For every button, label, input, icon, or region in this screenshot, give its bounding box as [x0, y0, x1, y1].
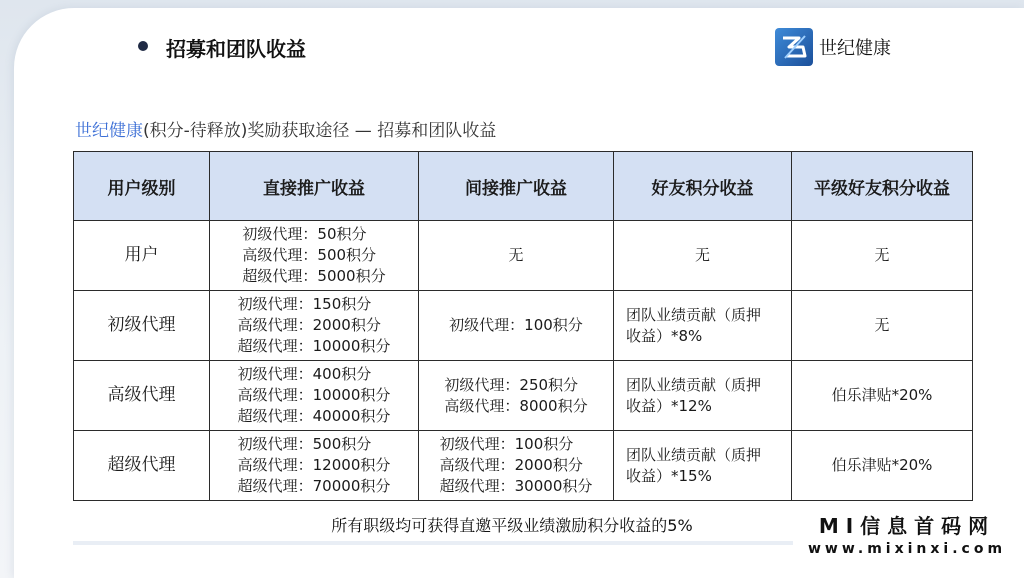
header-indirect: 间接推广收益	[419, 152, 614, 221]
cell-line: 高级代理：2000积分	[237, 316, 381, 334]
cell-level: 高级代理	[74, 361, 210, 431]
cell-indirect: 无	[419, 221, 614, 291]
cell-line: 高级代理：2000积分	[439, 456, 583, 474]
brand-logo	[775, 28, 891, 66]
cell-peer: 无	[792, 291, 973, 361]
cell-line: 收益）*12%	[626, 396, 712, 415]
section-subtitle	[75, 116, 496, 141]
cell-line: 高级代理：10000积分	[237, 386, 391, 404]
table-row	[74, 221, 973, 291]
logo-icon	[775, 28, 813, 66]
footer-divider	[73, 541, 793, 545]
cell-level: 初级代理	[74, 291, 210, 361]
header-friend: 好友积分收益	[614, 152, 792, 221]
cell-line: 超级代理：5000积分	[242, 267, 386, 285]
footer-note: 所有职级均可获得直邀平级业绩激励积分收益的5%	[331, 516, 693, 535]
cell-level: 用户	[74, 221, 210, 291]
cell-indirect: 初级代理：100积分	[419, 291, 614, 361]
cell-direct	[210, 221, 419, 291]
cell-direct	[210, 361, 419, 431]
rewards-table	[73, 151, 973, 501]
cell-indirect	[419, 431, 614, 501]
cell-friend	[614, 431, 792, 501]
watermark	[793, 510, 1021, 557]
cell-line: 高级代理：12000积分	[237, 456, 391, 474]
cell-line: 收益）*8%	[626, 326, 703, 345]
cell-line: 收益）*15%	[626, 466, 712, 485]
cell-direct	[210, 291, 419, 361]
cell-friend: 无	[614, 221, 792, 291]
bullet-dot	[138, 41, 148, 51]
table-row	[74, 361, 973, 431]
cell-friend	[614, 291, 792, 361]
cell-line: 团队业绩贡献（质押	[626, 305, 762, 324]
logo-text: 世纪健康	[819, 38, 891, 59]
cell-line: 初级代理：250积分	[444, 375, 579, 394]
cell-friend	[614, 361, 792, 431]
cell-peer: 无	[792, 221, 973, 291]
cell-line: 初级代理：50积分	[242, 225, 367, 243]
table-row	[74, 291, 973, 361]
cell-peer: 伯乐津贴*20%	[792, 431, 973, 501]
cell-line: 超级代理：10000积分	[237, 337, 391, 355]
cell-line: 超级代理：70000积分	[237, 477, 391, 495]
cell-direct	[210, 431, 419, 501]
watermark-title: MI信息首码网	[818, 514, 996, 538]
cell-line: 团队业绩贡献（质押	[626, 445, 762, 464]
page-title: 招募和团队收益	[166, 37, 306, 61]
header-peer: 平级好友积分收益	[792, 152, 973, 221]
cell-line: 超级代理：40000积分	[237, 407, 391, 425]
cell-line: 初级代理：100积分	[439, 435, 574, 453]
table-row	[74, 431, 973, 501]
table-header-row	[74, 152, 973, 221]
header-user-level: 用户级别	[74, 152, 210, 221]
cell-line: 初级代理：150积分	[237, 295, 372, 313]
watermark-url: www.mixinxi.com	[807, 541, 1007, 557]
header-direct: 直接推广收益	[210, 152, 419, 221]
cell-line: 初级代理：400积分	[237, 365, 372, 383]
cell-line: 初级代理：500积分	[237, 435, 372, 453]
subtitle-brand: 世纪健康	[75, 121, 143, 141]
cell-indirect	[419, 361, 614, 431]
cell-level: 超级代理	[74, 431, 210, 501]
subtitle-rest: (积分-待释放)奖励获取途径 — 招募和团队收益	[143, 121, 497, 141]
cell-line: 高级代理：8000积分	[444, 396, 588, 415]
cell-peer: 伯乐津贴*20%	[792, 361, 973, 431]
cell-line: 团队业绩贡献（质押	[626, 375, 762, 394]
cell-line: 超级代理：30000积分	[439, 477, 593, 495]
cell-line: 高级代理：500积分	[242, 246, 377, 264]
